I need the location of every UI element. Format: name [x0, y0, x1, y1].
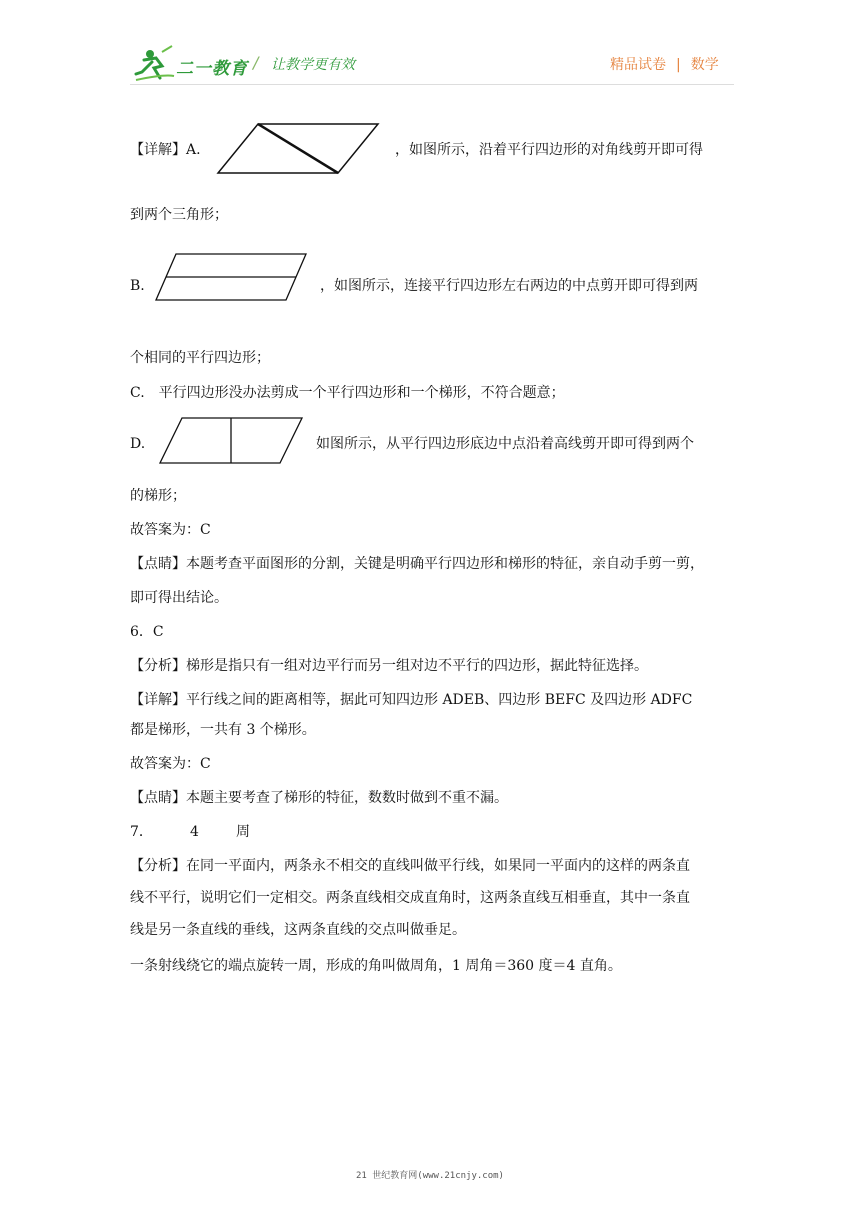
detail-d-prefix: D.	[130, 436, 146, 452]
detail-a-cont: 到两个三角形；	[130, 207, 228, 223]
comment-6: 【点睛】本题主要考查了梯形的特征，数数时做到不重不漏。	[130, 790, 508, 806]
figure-d-parallelogram-height	[158, 416, 306, 466]
header-category: 精品试卷 | 数学	[610, 57, 719, 73]
detail-6-cont: 都是梯形，一共有 3 个梯形。	[130, 722, 316, 738]
analysis-7-cont-2: 线是另一条直线的垂线，这两条直线的交点叫做垂足。	[130, 922, 466, 938]
detail-c: C. 平行四边形没办法剪成一个平行四边形和一个梯形，不符合题意；	[130, 385, 565, 401]
header-divider: /	[253, 53, 259, 72]
analysis-6: 【分析】梯形是指只有一组对边平行而另一组对边不平行的四边形，据此特征选择。	[130, 658, 648, 674]
question-7-number: 7．	[130, 824, 153, 840]
detail-6: 【详解】平行线之间的距离相等，据此可知四边形 ADEB、四边形 BEFC 及四边形 ADFC	[130, 692, 693, 708]
question-7-blank-1: 4	[190, 824, 199, 840]
detail-d-cont: 的梯形；	[130, 488, 186, 504]
detail-a-text: ，如图所示，沿着平行四边形的对角线剪开即可得	[395, 142, 703, 158]
page-footer: 21 世纪教育网(www.21cnjy.com)	[356, 1171, 504, 1181]
answer-5: 故答案为：C	[130, 522, 211, 538]
header-rule	[130, 84, 734, 85]
question-6-answer: 6．C	[130, 624, 164, 640]
question-7-blank-2: 周	[236, 824, 250, 840]
figure-a-parallelogram-diagonal	[214, 122, 382, 176]
brand-name: 二一教育	[176, 59, 248, 79]
detail-b-text: ，如图所示，连接平行四边形左右两边的中点剪开即可得到两	[320, 278, 698, 294]
category-label: 精品试卷	[610, 57, 666, 73]
detail-b-cont: 个相同的平行四边形；	[130, 350, 270, 366]
figure-b-parallelogram-midline	[154, 252, 310, 302]
analysis-7-cont-3: 一条射线绕它的端点旋转一周，形成的角叫做周角，1 周角＝360 度＝4 直角。	[130, 958, 622, 974]
detail-b-prefix: B.	[130, 278, 145, 294]
analysis-7-cont-1: 线不平行，说明它们一定相交。两条直线相交成直角时，这两条直线互相垂直，其中一条直	[130, 890, 690, 906]
comment-5-cont: 即可得出结论。	[130, 590, 228, 606]
subject-label: 数学	[690, 57, 719, 73]
answer-6: 故答案为：C	[130, 756, 211, 772]
analysis-7: 【分析】在同一平面内，两条永不相交的直线叫做平行线，如果同一平面内的这样的两条直	[130, 858, 690, 874]
detail-a-prefix: 【详解】A.	[130, 142, 201, 158]
comment-5: 【点睛】本题考查平面图形的分割，关键是明确平行四边形和梯形的特征，亲自动手剪一剪，	[130, 556, 704, 572]
detail-d-text: 如图所示，从平行四边形底边中点沿着高线剪开即可得到两个	[316, 436, 694, 452]
brand-slogan: 让教学更有效	[271, 57, 355, 73]
